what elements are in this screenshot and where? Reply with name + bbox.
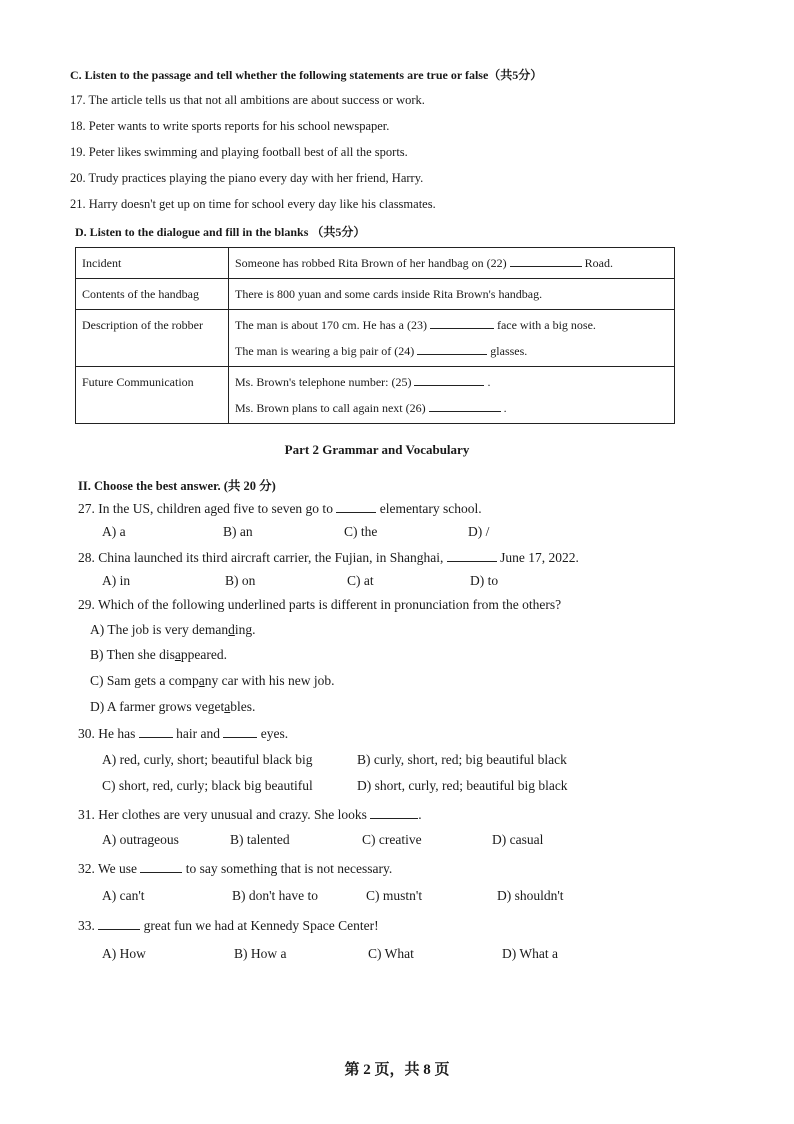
row-content-description — [229, 310, 675, 367]
question-31 — [78, 806, 422, 823]
q30-blank-2[interactable] — [223, 725, 257, 738]
section-ii-heading: II. Choose the best answer. (共 20 分) — [78, 479, 276, 493]
question-29: 29. Which of the following underlined parts is different in pronunciation from the others? — [78, 597, 562, 612]
q31-option-c[interactable]: C) creative — [362, 832, 422, 847]
q27-blank[interactable] — [336, 500, 376, 513]
q33-stem-end: great fun we had at Kennedy Space Center! — [143, 918, 379, 933]
q29-option-d[interactable] — [90, 699, 255, 715]
description-line-2: The man is wearing a big pair of (24) — [235, 344, 415, 358]
part2-title: Part 2 Grammar and Vocabulary — [284, 442, 470, 457]
q29-d-text: D) A farmer grows veget — [90, 699, 225, 714]
blank-22[interactable] — [510, 254, 582, 267]
blank-23[interactable] — [430, 316, 494, 329]
question-33 — [78, 917, 379, 934]
q27-option-b[interactable]: B) an — [223, 524, 253, 539]
q29-option-a[interactable] — [90, 622, 255, 638]
q27-option-a[interactable]: A) a — [102, 524, 126, 539]
statement-17: 17. The article tells us that not all ambitions are about success or work. — [70, 93, 425, 107]
q29-c-text: C) Sam gets a comp — [90, 673, 199, 688]
blank-24[interactable] — [417, 342, 487, 355]
q27-stem-end: elementary school. — [379, 501, 482, 516]
table-row — [76, 310, 675, 367]
row-label-incident: Incident — [76, 248, 229, 279]
row-content-communication — [229, 367, 675, 424]
blank-25[interactable] — [414, 373, 484, 386]
q29-d-text-end: bles. — [230, 699, 256, 714]
q29-a-text: A) The job is very deman — [90, 622, 229, 637]
incident-text: Someone has robbed Rita Brown of her handbag on (22) — [235, 256, 507, 270]
q32-option-c[interactable]: C) mustn't — [366, 888, 423, 903]
q28-blank[interactable] — [447, 549, 497, 562]
q29-b-text-end: ppeared. — [180, 647, 227, 662]
q32-blank[interactable] — [140, 860, 182, 873]
statement-21: 21. Harry doesn't get up on time for school every day like his classmates. — [70, 197, 436, 211]
statement-20: 20. Trudy practices playing the piano every day with her friend, Harry. — [70, 171, 424, 185]
q29-c-text-end: ny car with his new job. — [204, 673, 335, 688]
q30-option-a[interactable]: A) red, curly, short; beautiful black big — [102, 752, 313, 767]
q29-option-c[interactable] — [90, 673, 334, 689]
communication-line-1-end: . — [487, 375, 491, 389]
section-d-heading: D. Listen to the dialogue and fill in the blanks （共5分） — [75, 225, 366, 239]
q32-stem-end: to say something that is not necessary. — [185, 861, 393, 876]
q32-option-d[interactable]: D) shouldn't — [497, 888, 564, 903]
q30-blank-1[interactable] — [139, 725, 173, 738]
row-content-incident — [229, 248, 675, 279]
q31-option-b[interactable]: B) talented — [230, 832, 290, 847]
q29-c-underlined: a — [198, 673, 205, 688]
question-30 — [78, 725, 288, 742]
q31-blank[interactable] — [370, 806, 418, 819]
q30-option-d[interactable]: D) short, curly, red; beautiful big black — [357, 778, 568, 793]
dialogue-table — [75, 247, 675, 424]
section-c-heading: C. Listen to the passage and tell whether the following statements are true or false（共5分） — [70, 68, 543, 82]
q32-option-b[interactable]: B) don't have to — [232, 888, 319, 903]
q29-b-underlined: a — [174, 647, 181, 662]
q31-option-d[interactable]: D) casual — [492, 832, 544, 847]
q29-option-b[interactable] — [90, 647, 227, 663]
q29-a-underlined: d — [228, 622, 235, 637]
description-line-1: The man is about 170 cm. He has a (23) — [235, 318, 427, 332]
q33-stem: 33. — [78, 918, 95, 933]
q30-stem-end: eyes. — [260, 726, 289, 741]
blank-26[interactable] — [429, 399, 501, 412]
communication-line-1: Ms. Brown's telephone number: (25) — [235, 375, 412, 389]
q30-option-c[interactable]: C) short, red, curly; black big beautiful — [102, 778, 313, 793]
q33-option-d[interactable]: D) What a — [502, 946, 558, 961]
table-row — [76, 248, 675, 279]
q28-option-d[interactable]: D) to — [470, 573, 499, 588]
q31-stem-end: . — [418, 807, 422, 822]
row-label-contents: Contents of the handbag — [76, 279, 229, 310]
q29-a-text-end: ing. — [234, 622, 256, 637]
q27-option-d[interactable]: D) / — [468, 524, 490, 539]
q30-stem: 30. He has — [78, 726, 136, 741]
row-content-contents: There is 800 yuan and some cards inside Rita Brown's handbag. — [229, 279, 675, 310]
q27-option-c[interactable]: C) the — [344, 524, 378, 539]
description-line-1-end: face with a big nose. — [496, 318, 596, 332]
row-label-description: Description of the robber — [76, 310, 229, 367]
question-32 — [78, 860, 392, 877]
q30-stem-mid: hair and — [176, 726, 220, 741]
q31-stem: 31. Her clothes are very unusual and crazy. She looks — [78, 807, 367, 822]
q27-stem: 27. In the US, children aged five to seven go to — [78, 501, 333, 516]
q33-option-b[interactable]: B) How a — [234, 946, 287, 961]
q29-d-underlined: a — [224, 699, 231, 714]
q29-b-text: B) Then she dis — [90, 647, 175, 662]
statement-18: 18. Peter wants to write sports reports for his school newspaper. — [70, 119, 390, 133]
question-28 — [78, 549, 579, 566]
q31-option-a[interactable]: A) outrageous — [102, 832, 179, 847]
q28-stem-end: June 17, 2022. — [500, 550, 579, 565]
communication-line-2: Ms. Brown plans to call again next (26) — [235, 401, 426, 415]
row-label-communication: Future Communication — [76, 367, 229, 424]
table-row — [76, 367, 675, 424]
description-line-2-end: glasses. — [490, 344, 528, 358]
question-27 — [78, 500, 482, 517]
q32-stem: 32. We use — [78, 861, 138, 876]
q28-stem: 28. China launched its third aircraft carrier, the Fujian, in Shanghai, — [78, 550, 444, 565]
communication-line-2-end: . — [503, 401, 507, 415]
q33-option-c[interactable]: C) What — [368, 946, 414, 961]
q33-option-a[interactable]: A) How — [102, 946, 146, 961]
incident-text-end: Road. — [584, 256, 613, 270]
q28-option-b[interactable]: B) on — [225, 573, 256, 588]
q32-option-a[interactable]: A) can't — [102, 888, 145, 903]
q33-blank[interactable] — [98, 917, 140, 930]
page-number: 第 2 页，共 8 页 — [344, 1062, 450, 1078]
q30-option-b[interactable]: B) curly, short, red; big beautiful black — [357, 752, 567, 767]
table-row — [76, 279, 675, 310]
q28-option-a[interactable]: A) in — [102, 573, 131, 588]
statement-19: 19. Peter likes swimming and playing football best of all the sports. — [70, 145, 408, 159]
q28-option-c[interactable]: C) at — [347, 573, 374, 588]
